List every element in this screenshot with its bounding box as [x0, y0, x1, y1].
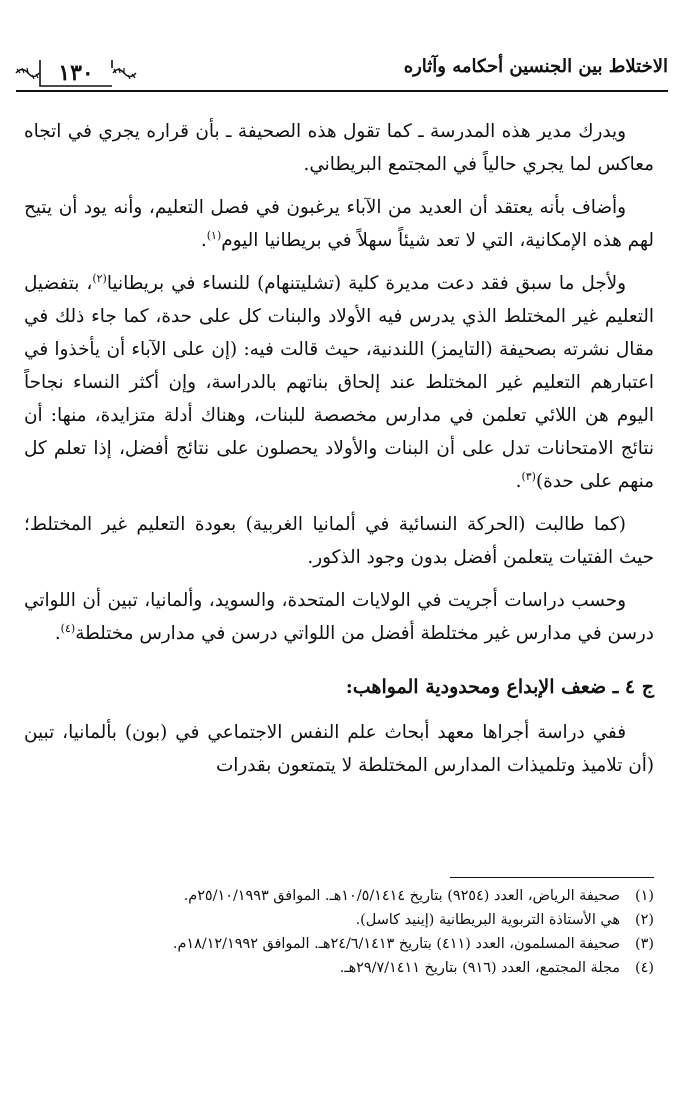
footnote-reference[interactable]: (٢) — [92, 271, 107, 285]
punctuation: . — [515, 471, 522, 492]
paragraph-text: وأضاف بأنه يعتقد أن العديد من الآباء يرغبون في فصل التعليم، وأنه يود أن يتيح لهم هذه الإمكانية، التي لا تعد شيئاً سهلاً في بريطانيا اليوم — [24, 197, 654, 251]
footnotes — [24, 884, 654, 980]
footnote-number: (٣) — [635, 936, 654, 952]
footnote-text: هي الأستاذة التربوية البريطانية (إينيد كاسل). — [355, 912, 620, 928]
footnote-item — [24, 884, 654, 908]
paragraph-text: وحسب دراسات أجريت في الولايات المتحدة، والسويد، وألمانيا، تبين أن اللواتي درسن في مدارس غير مختلطة أفضل من اللواتي درسن في مدارس مختلطة — [24, 590, 654, 644]
punctuation: . — [54, 623, 61, 644]
footnote-item — [24, 956, 654, 980]
paragraph: (كما طالبت (الحركة النسائية في ألمانيا الغربية) بعودة التعليم غير المختلط؛ حيث الفتيات يتعلمن أفضل بدون وجود الذكور. — [24, 514, 654, 568]
footnote-separator — [450, 877, 654, 878]
punctuation: . — [200, 230, 207, 251]
footnote-text: صحيفة الرياض، العدد (٩٢٥٤) بتاريخ ١٠/٥/١٤١٤هـ. الموافق ٢٥/١٠/١٩٩٣م. — [183, 888, 620, 904]
footnote-number: (١) — [635, 888, 654, 904]
footnote-reference[interactable]: (٣) — [521, 469, 536, 483]
footnote-reference[interactable]: (٤) — [60, 621, 76, 635]
paragraph: ويدرك مدير هذه المدرسة ـ كما تقول هذه الصحيفة ـ بأن قراره يجري في اتجاه معاكس لما يجري حالياً في المجتمع البريطاني. — [24, 121, 654, 175]
paragraph-text: ولأجل ما سبق فقد دعت مديرة كلية (تشليتنهام) للنساء في بريطانيا — [106, 273, 626, 294]
floral-ornament-icon — [112, 64, 138, 82]
page-number: ١٣٠ — [58, 60, 94, 86]
paragraph — [24, 191, 654, 257]
footnote-reference[interactable]: (١) — [206, 228, 222, 242]
paragraph: ففي دراسة أجراها معهد أبحاث علم النفس الاجتماعي في (بون) بألمانيا، تبين (أن تلاميذ وتلميذات المدارس المختلطة لا يتمتعون بقدرات — [24, 722, 654, 776]
running-title: الاختلاط بين الجنسين أحكامه وآثاره — [403, 56, 668, 77]
floral-ornament-icon — [14, 64, 40, 82]
footnote-number: (٤) — [635, 960, 654, 976]
footnote-number: (٢) — [635, 912, 654, 928]
page-header — [16, 52, 668, 92]
footnote-item — [24, 908, 654, 932]
paragraph — [24, 584, 654, 650]
header-rule — [16, 90, 668, 92]
page-number-ornament — [16, 54, 164, 88]
body-text — [24, 115, 654, 792]
footnote-text: مجلة المجتمع، العدد (٩١٦) بتاريخ ٢٩/٧/١٤١١هـ. — [339, 960, 620, 976]
footnote-item — [24, 932, 654, 956]
footnote-text: صحيفة المسلمون، العدد (٤١١) بتاريخ ٢٤/٦/١٤١٣هـ. الموافق ١٨/١٢/١٩٩٢م. — [172, 936, 620, 952]
paragraph — [24, 267, 654, 498]
paragraph-text: ، بتفضيل التعليم غير المختلط الذي يدرس فيه الأولاد والبنات كل على حدة، كما جاء ذلك في مقال نشرته بصحيفة (التايمز) اللندنية، حيث قالت فيه: (إن على الآباء أن يأخذوا في اعتبارهم التعليم غير المختلط عند إلحاق بناتهم بالدراسة، وإن أكثر النساء نجاحاً اليوم هن اللائي تعلمن في مدارس مخصصة للبنات، وهناك أدلة متزايدة، منها: أن نتائج الامتحانات تدل على أن البنات والأولاد يحصلون على نتائج أفضل، إذا تعلم كل منهم على حدة) — [24, 273, 654, 492]
section-heading: ج ٤ ـ ضعف الإبداع ومحدودية المواهب: — [345, 676, 654, 698]
